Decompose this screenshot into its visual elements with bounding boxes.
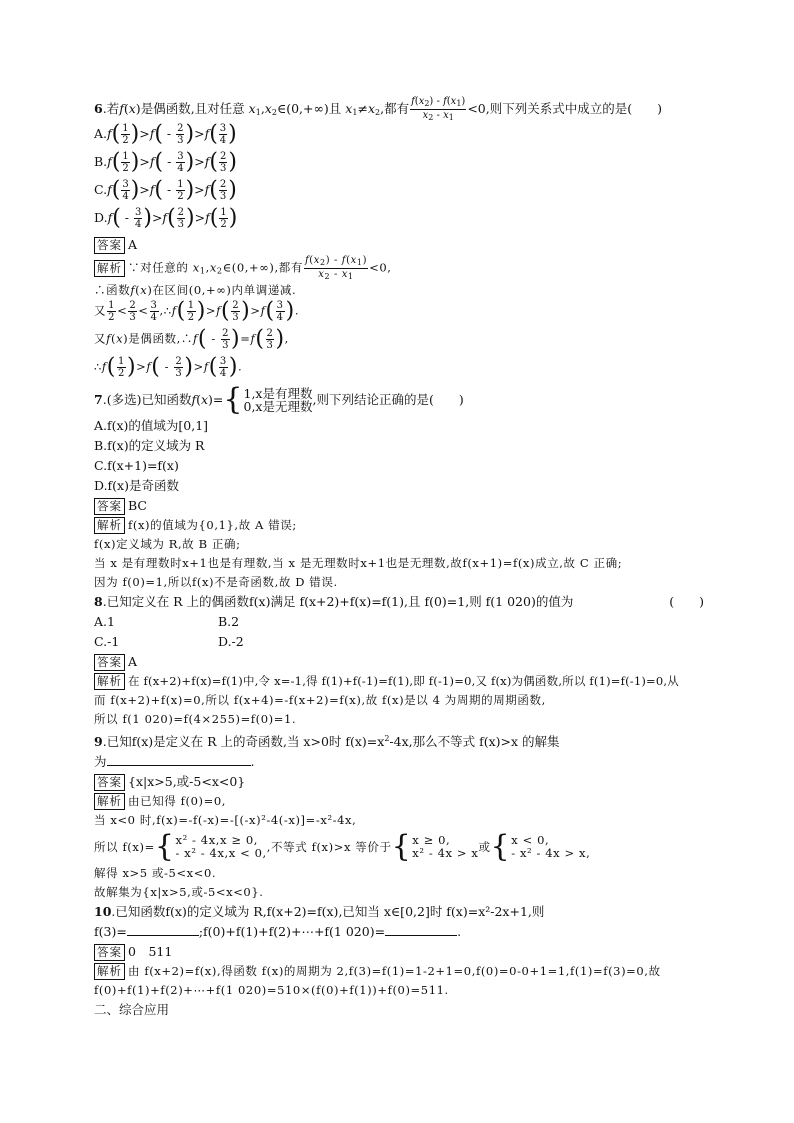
- q7-answer: 答案 BC: [94, 496, 704, 516]
- q6-analysis-1: 解析 ∵对任意的 $x_1,x_2\in(0,+\infty)$,都有 $\frac{f(x_2) - f(x_1)}{x_2 - x_1}$ <0,: [94, 255, 704, 281]
- q6-analysis-2: ∴函数f(x)在区间(0,+∞)内单调递减.: [94, 283, 297, 297]
- answer-tag: 答案: [94, 944, 125, 961]
- q8-analysis-2: 而 f(x+2)+f(x)=0,所以 f(x+4)=-f(x+2)=f(x),故 f(x)是以 4 为周期的周期函数,: [94, 693, 546, 707]
- analysis-tag: 解析: [94, 673, 125, 690]
- q9-answer: 答案 {x|x>5,或-5<x<0}: [94, 772, 704, 792]
- analysis-tag: 解析: [94, 517, 125, 534]
- q9-analysis-4: 解得 x>5 或-5<x<0.: [94, 866, 217, 880]
- q7-analysis-4: 因为 f(0)=1,所以f(x)不是奇函数,故 D 错误.: [94, 575, 338, 589]
- q6-stem: 6.若f(x)是偶函数,且对任意 $x_1,x_2\in(0,+\infty)$且 $x_1\ne x_2$,都有 $\frac{f(x_2) - f(x_1)}{x_2 - x_1}$ <0,则下列关系式中成立的是( ): [94, 96, 662, 122]
- q6-analysis-3: 又 $\frac{1}{2}$ < $\frac{2}{3}$ < $\frac{3}{4}$ ,∴f( $\frac{1}{2}$ )>f( $\frac{2}{3}$ )>f( $\frac{3}{4}$ ).: [94, 298, 300, 324]
- q7-option-c: C.f(x+1)=f(x): [94, 458, 179, 473]
- difference-quotient: $\frac{f(x_2) - f(x_1)}{x_2 - x_1}$: [411, 96, 466, 122]
- q6-analysis-4: 又f(x)是偶函数,∴f( - $\frac{2}{3}$ )=f( $\frac{2}{3}$ ),: [94, 326, 289, 352]
- q8-options-row-2: [94, 632, 704, 652]
- q9-answer-blank: [107, 753, 251, 766]
- answer-tag: 答案: [94, 237, 125, 254]
- q8-option-c: C.-1: [94, 634, 120, 649]
- document-page: [94, 96, 704, 1020]
- q8-answer: 答案 A: [94, 652, 704, 672]
- q9-analysis-3: 所以 f(x)= { x² - 4x,x ≥ 0, - x² - 4x,x < 0, ,不等式 f(x)>x 等价于 { x ≥ 0, x² - 4x > x 或 { x < 0, - x² - 4x > x,: [94, 829, 591, 864]
- q6-analysis-5: ∴f( $\frac{1}{2}$ )>f( - $\frac{2}{3}$ )>f( $\frac{3}{4}$ ).: [94, 354, 243, 380]
- q8-options-row-1: [94, 612, 704, 632]
- q7-option-a: A.f(x)的值域为[0,1]: [94, 418, 209, 433]
- q10-analysis-1: 解析 由 f(x+2)=f(x),得函数 f(x)的周期为 2,f(3)=f(1)=1-2+1=0,f(0)=0-0+1=1,f(1)=f(3)=0,故: [94, 962, 704, 981]
- q7-option-b: B.f(x)的定义域为 R: [94, 438, 205, 453]
- q6-option-c: C.f( $\frac{3}{4}$ )>f( - $\frac{1}{2}$ )>f( $\frac{2}{3}$ ): [94, 177, 237, 203]
- q9-analysis-2: 当 x<0 时,f(x)=-f(-x)=-[(-x)²-4(-x)]=-x²-4x,: [94, 813, 357, 827]
- analysis-tag: 解析: [94, 793, 125, 810]
- q7-analysis-1: 解析 f(x)的值域为{0,1},故 A 错误;: [94, 516, 704, 535]
- q10-blank-2: [385, 923, 457, 936]
- answer-tag: 答案: [94, 774, 125, 791]
- q6-answer: 答案 A: [94, 235, 704, 255]
- q8-option-a: A.1: [94, 614, 115, 629]
- q6-option-d: D.f( - $\frac{3}{4}$ )>f( $\frac{2}{3}$ )>f( $\frac{1}{2}$ ): [94, 205, 238, 231]
- q8-option-b: B.2: [218, 614, 240, 629]
- answer-tag: 答案: [94, 498, 125, 515]
- q10-stem: 10.已知函数f(x)的定义域为 R,f(x+2)=f(x),已知当 x∈[0,2]时 f(x)=x²-2x+1,则: [94, 904, 545, 919]
- q6-option-b: B.f( $\frac{1}{2}$ )>f( - $\frac{3}{4}$ )>f( $\frac{2}{3}$ ): [94, 149, 237, 175]
- q10-analysis-2: f(0)+f(1)+f(2)+⋯+f(1 020)=510×(f(0)+f(1))+f(0)=511.: [94, 983, 449, 997]
- q9-analysis-5: 故解集为{x|x>5,或-5<x<0}.: [94, 885, 264, 899]
- q10-stem-2: f(3)= ;f(0)+f(1)+f(2)+⋯+f(1 020)= .: [94, 924, 462, 939]
- q10-answer: 答案 0 511: [94, 942, 704, 962]
- q7-option-d: D.f(x)是奇函数: [94, 478, 179, 493]
- q8-analysis-3: 所以 f(1 020)=f(4×255)=f(0)=1.: [94, 712, 297, 726]
- q9-stem-2: 为 .: [94, 754, 255, 769]
- q9-stem: 9.已知f(x)是定义在 R 上的奇函数,当 x>0时 $f(x)=x^2-4x$,那么不等式 f(x)>x 的解集: [94, 734, 560, 749]
- q8-stem: 8.已知定义在 R 上的偶函数f(x)满足 f(x+2)+f(x)=f(1),且 f(0)=1,则 f(1 020)的值为 ( ): [94, 594, 704, 609]
- q9-analysis-1: 解析 由已知得 f(0)=0,: [94, 792, 704, 811]
- answer-tag: 答案: [94, 654, 125, 671]
- q6-option-a: A.f( $\frac{1}{2}$ )>f( - $\frac{2}{3}$ )>f( $\frac{3}{4}$ ): [94, 121, 237, 147]
- q8-analysis-1: 解析 在 f(x+2)+f(x)=f(1)中,令 x=-1,得 f(1)+f(-1)=f(1),即 f(-1)=0,又 f(x)为偶函数,所以 f(1)=f(-1)=0,从: [94, 672, 704, 691]
- q7-analysis-3: 当 x 是有理数时x+1也是有理数,当 x 是无理数时x+1也是无理数,故f(x+1)=f(x)成立,故 C 正确;: [94, 556, 623, 570]
- analysis-tag: 解析: [94, 963, 125, 980]
- q7-stem: 7 . (多选)已知函数 f ( x )= { 1,x是有理数 0,x是无理数 ,则下列结论正确的是( ): [94, 382, 464, 417]
- q8-option-d: D.-2: [218, 634, 244, 649]
- q7-analysis-2: f(x)定义域为 R,故 B 正确;: [94, 537, 241, 551]
- analysis-tag: 解析: [94, 260, 125, 277]
- section-heading: 二、综合应用: [94, 1002, 170, 1017]
- q10-blank-1: [127, 923, 199, 936]
